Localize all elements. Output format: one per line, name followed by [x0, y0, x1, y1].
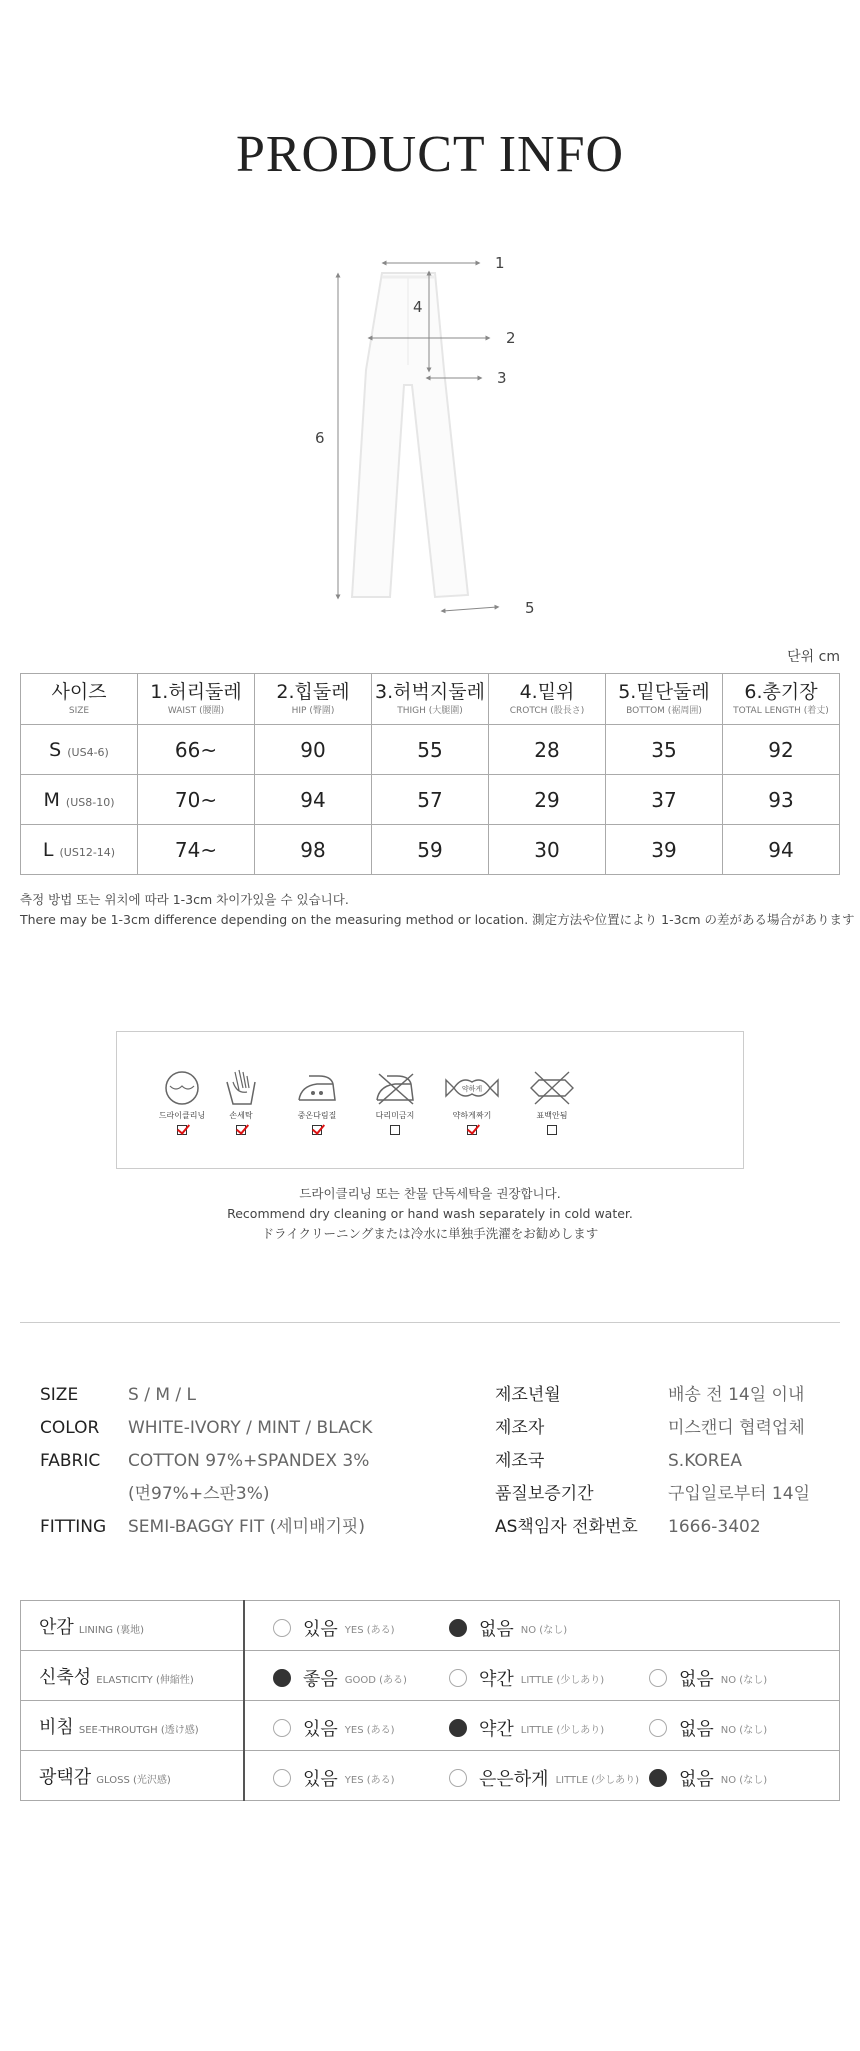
header-en: BOTTOM (裾周囲): [626, 706, 702, 716]
size-us: (US12-14): [59, 845, 116, 859]
care-label: 중온다림질: [297, 1111, 337, 1120]
size-value-cell: 92: [723, 725, 840, 775]
header-ko: 1.허리둘레: [150, 681, 242, 703]
care-label: 약하게짜기: [452, 1111, 492, 1120]
care-item-handwash: [206, 1068, 276, 1135]
spec-left: [40, 1379, 372, 1544]
care-checkbox: [547, 1125, 557, 1135]
care-checkbox: [390, 1125, 400, 1135]
wring-icon: [444, 1068, 500, 1108]
care-item-no-iron: [360, 1068, 430, 1135]
feel-label-en: GLOSS (光沢感): [96, 1774, 171, 1786]
option-ko: 있음: [303, 1619, 338, 1640]
radio-button: [273, 1719, 291, 1737]
feel-label: [21, 1651, 245, 1701]
option-en: NO (なし): [720, 1674, 768, 1686]
option-en: LITTLE (少しあり): [555, 1774, 639, 1786]
feel-option: [273, 1665, 407, 1691]
feel-option: [449, 1665, 604, 1691]
header-en: HIP (臀圍): [291, 706, 335, 716]
spec-key: COLOR: [40, 1418, 100, 1438]
size-header-cell: [138, 674, 255, 725]
option-en: NO (なし): [720, 1774, 768, 1786]
size-value-cell: 74~: [138, 825, 255, 875]
care-description: [0, 1184, 860, 1244]
size-value-cell: 55: [372, 725, 489, 775]
care-label: 다리미금지: [375, 1111, 415, 1120]
dryclean-icon: [162, 1068, 202, 1108]
note-line-1: 측정 방법 또는 위치에 따라 1-3cm 차이가있을 수 있습니다.: [20, 892, 349, 907]
size-value-cell: 28: [489, 725, 606, 775]
pants-silhouette: [352, 273, 468, 597]
spec-value: 미스캔디 협력업체: [668, 1418, 805, 1438]
feel-label-en: ELASTICITY (伸縮性): [96, 1674, 194, 1686]
option-en: LITTLE (少しあり): [520, 1674, 605, 1686]
spec-value: 구입일로부터 14일: [668, 1484, 810, 1504]
size-value-cell: 70~: [138, 775, 255, 825]
header-en: THIGH (大腿圍): [397, 706, 463, 716]
option-ko: 있음: [303, 1719, 338, 1740]
care-checkbox: [236, 1125, 246, 1135]
pants-diagram: [300, 245, 560, 625]
fabric-feel-table: [20, 1600, 840, 1801]
measurement-notes: [20, 890, 855, 930]
spec-key: 제조국: [495, 1451, 545, 1471]
feel-label: [21, 1601, 245, 1651]
table-row: [21, 1651, 840, 1701]
size-value-cell: 66~: [138, 725, 255, 775]
feel-option: [649, 1665, 767, 1691]
size-name: S: [49, 738, 62, 761]
no-iron-icon: [373, 1068, 417, 1108]
care-checkbox: [177, 1125, 187, 1135]
size-value-cell: 37: [606, 775, 723, 825]
page-title: PRODUCT INFO: [235, 126, 625, 183]
option-ko: 은은하게: [479, 1769, 549, 1790]
section-divider: [20, 1322, 840, 1323]
care-guide: [116, 1031, 744, 1169]
radio-button: [449, 1619, 467, 1637]
care-checkbox: [312, 1125, 322, 1135]
care-label: 표백안됨: [536, 1111, 568, 1120]
label-5: 5: [525, 599, 535, 617]
size-header-cell: [489, 674, 606, 725]
feel-options: [244, 1651, 840, 1701]
option-en: YES (ある): [344, 1724, 395, 1736]
size-cell: [21, 725, 138, 775]
spec-key: 제조자: [495, 1418, 545, 1438]
no-bleach-icon: [527, 1068, 577, 1108]
label-3: 3: [497, 369, 507, 387]
header-ko: 사이즈: [51, 681, 107, 703]
spec-key: FABRIC: [40, 1451, 101, 1471]
spec-value: WHITE-IVORY / MINT / BLACK: [128, 1418, 373, 1438]
feel-option: [449, 1615, 567, 1641]
option-en: YES (ある): [344, 1774, 395, 1786]
size-value-cell: 94: [723, 825, 840, 875]
radio-button: [449, 1769, 467, 1787]
option-ko: 있음: [303, 1769, 338, 1790]
size-header-cell: [723, 674, 840, 725]
feel-label-ko: 광택감: [39, 1766, 92, 1788]
option-ko: 좋음: [303, 1669, 338, 1690]
table-row: [21, 1701, 840, 1751]
size-us: (US8-10): [65, 795, 115, 809]
size-cell: [21, 775, 138, 825]
label-2: 2: [506, 329, 516, 347]
spec-value: S.KOREA: [668, 1451, 742, 1471]
feel-option: [449, 1715, 604, 1741]
size-value-cell: 57: [372, 775, 489, 825]
feel-options: [244, 1601, 840, 1651]
radio-button: [649, 1769, 667, 1787]
table-row: [21, 725, 840, 775]
header-ko: 6.총기장: [744, 681, 818, 703]
option-en: YES (ある): [344, 1624, 395, 1636]
size-value-cell: 93: [723, 775, 840, 825]
option-en: GOOD (ある): [344, 1674, 407, 1686]
size-name: L: [42, 838, 54, 861]
care-text-ja: ドライクリーニングまたは冷水に単独手洗濯をお勧めします: [261, 1226, 599, 1241]
feel-label: [21, 1751, 245, 1801]
wring-icon-text: 약하게: [461, 1085, 483, 1093]
spec-key: AS책임자 전화번호: [495, 1517, 638, 1537]
size-value-cell: 35: [606, 725, 723, 775]
header-ko: 2.힙둘레: [276, 681, 350, 703]
spec-value: S / M / L: [128, 1385, 196, 1405]
spec-key: FITTING: [40, 1517, 107, 1537]
option-ko: 없음: [679, 1769, 714, 1790]
label-1: 1: [495, 254, 505, 272]
size-header-cell: [21, 674, 138, 725]
label-6: 6: [315, 429, 325, 447]
spec-key: 품질보증기간: [495, 1484, 594, 1504]
radio-button: [273, 1619, 291, 1637]
radio-button: [449, 1669, 467, 1687]
spec-value: COTTON 97%+SPANDEX 3%: [128, 1451, 370, 1471]
size-value-cell: 94: [255, 775, 372, 825]
care-label: 드라이클리닝: [158, 1111, 206, 1120]
size-value-cell: 98: [255, 825, 372, 875]
iron-icon: [295, 1068, 339, 1108]
care-label: 손세탁: [229, 1111, 253, 1120]
spec-value: (면97%+스판3%): [128, 1484, 270, 1504]
spec-right: [495, 1379, 810, 1544]
feel-label: [21, 1701, 245, 1751]
radio-button: [649, 1719, 667, 1737]
size-value-cell: 30: [489, 825, 606, 875]
size-table-header: [21, 674, 840, 725]
unit-label: 단위 cm: [787, 649, 840, 665]
care-text-ko: 드라이클리닝 또는 찬물 단독세탁을 권장합니다.: [299, 1186, 561, 1201]
radio-button: [273, 1769, 291, 1787]
radio-button: [649, 1669, 667, 1687]
header-ko: 5.밑단둘레: [618, 681, 710, 703]
feel-options: [244, 1751, 840, 1801]
label-4: 4: [413, 298, 423, 316]
size-value-cell: 90: [255, 725, 372, 775]
size-table: [20, 673, 840, 875]
option-ko: 없음: [679, 1669, 714, 1690]
size-name: M: [43, 788, 60, 811]
note-line-2: There may be 1-3cm difference depending on the measuring method or location. 測定方法や位置により 1-3cm の差がある場合があります: [20, 912, 855, 927]
spec-key: 제조년월: [495, 1385, 561, 1405]
feel-label-en: SEE-THROUTGH (透け感): [78, 1724, 199, 1736]
care-text-en: Recommend dry cleaning or hand wash separately in cold water.: [227, 1206, 633, 1221]
option-ko: 없음: [679, 1719, 714, 1740]
size-cell: [21, 825, 138, 875]
feel-option: [273, 1765, 395, 1791]
feel-option: [273, 1715, 395, 1741]
feel-label-ko: 안감: [39, 1616, 74, 1638]
table-row: [21, 825, 840, 875]
feel-option: [649, 1715, 767, 1741]
spec-value: 배송 전 14일 이내: [668, 1385, 805, 1405]
feel-option: [273, 1615, 395, 1641]
option-ko: 없음: [479, 1619, 514, 1640]
table-row: [21, 1751, 840, 1801]
radio-button: [449, 1719, 467, 1737]
option-ko: 약간: [479, 1669, 514, 1690]
header-ko: 3.허벅지둘레: [375, 681, 485, 703]
spec-value: 1666-3402: [668, 1517, 761, 1537]
feel-label-ko: 비침: [39, 1716, 74, 1738]
size-header-cell: [606, 674, 723, 725]
option-en: NO (なし): [520, 1624, 568, 1636]
table-row: [21, 1601, 840, 1651]
size-value-cell: 59: [372, 825, 489, 875]
feel-options: [244, 1701, 840, 1751]
option-en: LITTLE (少しあり): [520, 1724, 605, 1736]
feel-label-en: LINING (裏地): [78, 1624, 145, 1636]
option-ko: 약간: [479, 1719, 514, 1740]
size-value-cell: 39: [606, 825, 723, 875]
header-en: CROTCH (股長さ): [509, 706, 585, 716]
care-item-wring-gently: [437, 1068, 507, 1135]
feel-label-ko: 신축성: [39, 1666, 92, 1688]
size-header-cell: [255, 674, 372, 725]
header-en: TOTAL LENGTH (着丈): [733, 706, 829, 716]
size-header-cell: [372, 674, 489, 725]
care-checkbox: [467, 1125, 477, 1135]
care-item-no-bleach: [517, 1068, 587, 1135]
header-en: SIZE: [68, 706, 90, 716]
option-en: NO (なし): [720, 1724, 768, 1736]
radio-button: [273, 1669, 291, 1687]
size-value-cell: 29: [489, 775, 606, 825]
header-en: WAIST (腰圍): [167, 706, 225, 716]
care-item-iron-medium: [282, 1068, 352, 1135]
feel-option: [649, 1765, 767, 1791]
spec-value: SEMI-BAGGY FIT (세미배기핏): [128, 1517, 365, 1537]
feel-option: [449, 1765, 639, 1791]
size-us: (US4-6): [67, 745, 109, 759]
handwash-icon: [221, 1068, 261, 1108]
spec-key: SIZE: [40, 1385, 79, 1405]
header-ko: 4.밑위: [519, 681, 575, 703]
table-row: [21, 775, 840, 825]
